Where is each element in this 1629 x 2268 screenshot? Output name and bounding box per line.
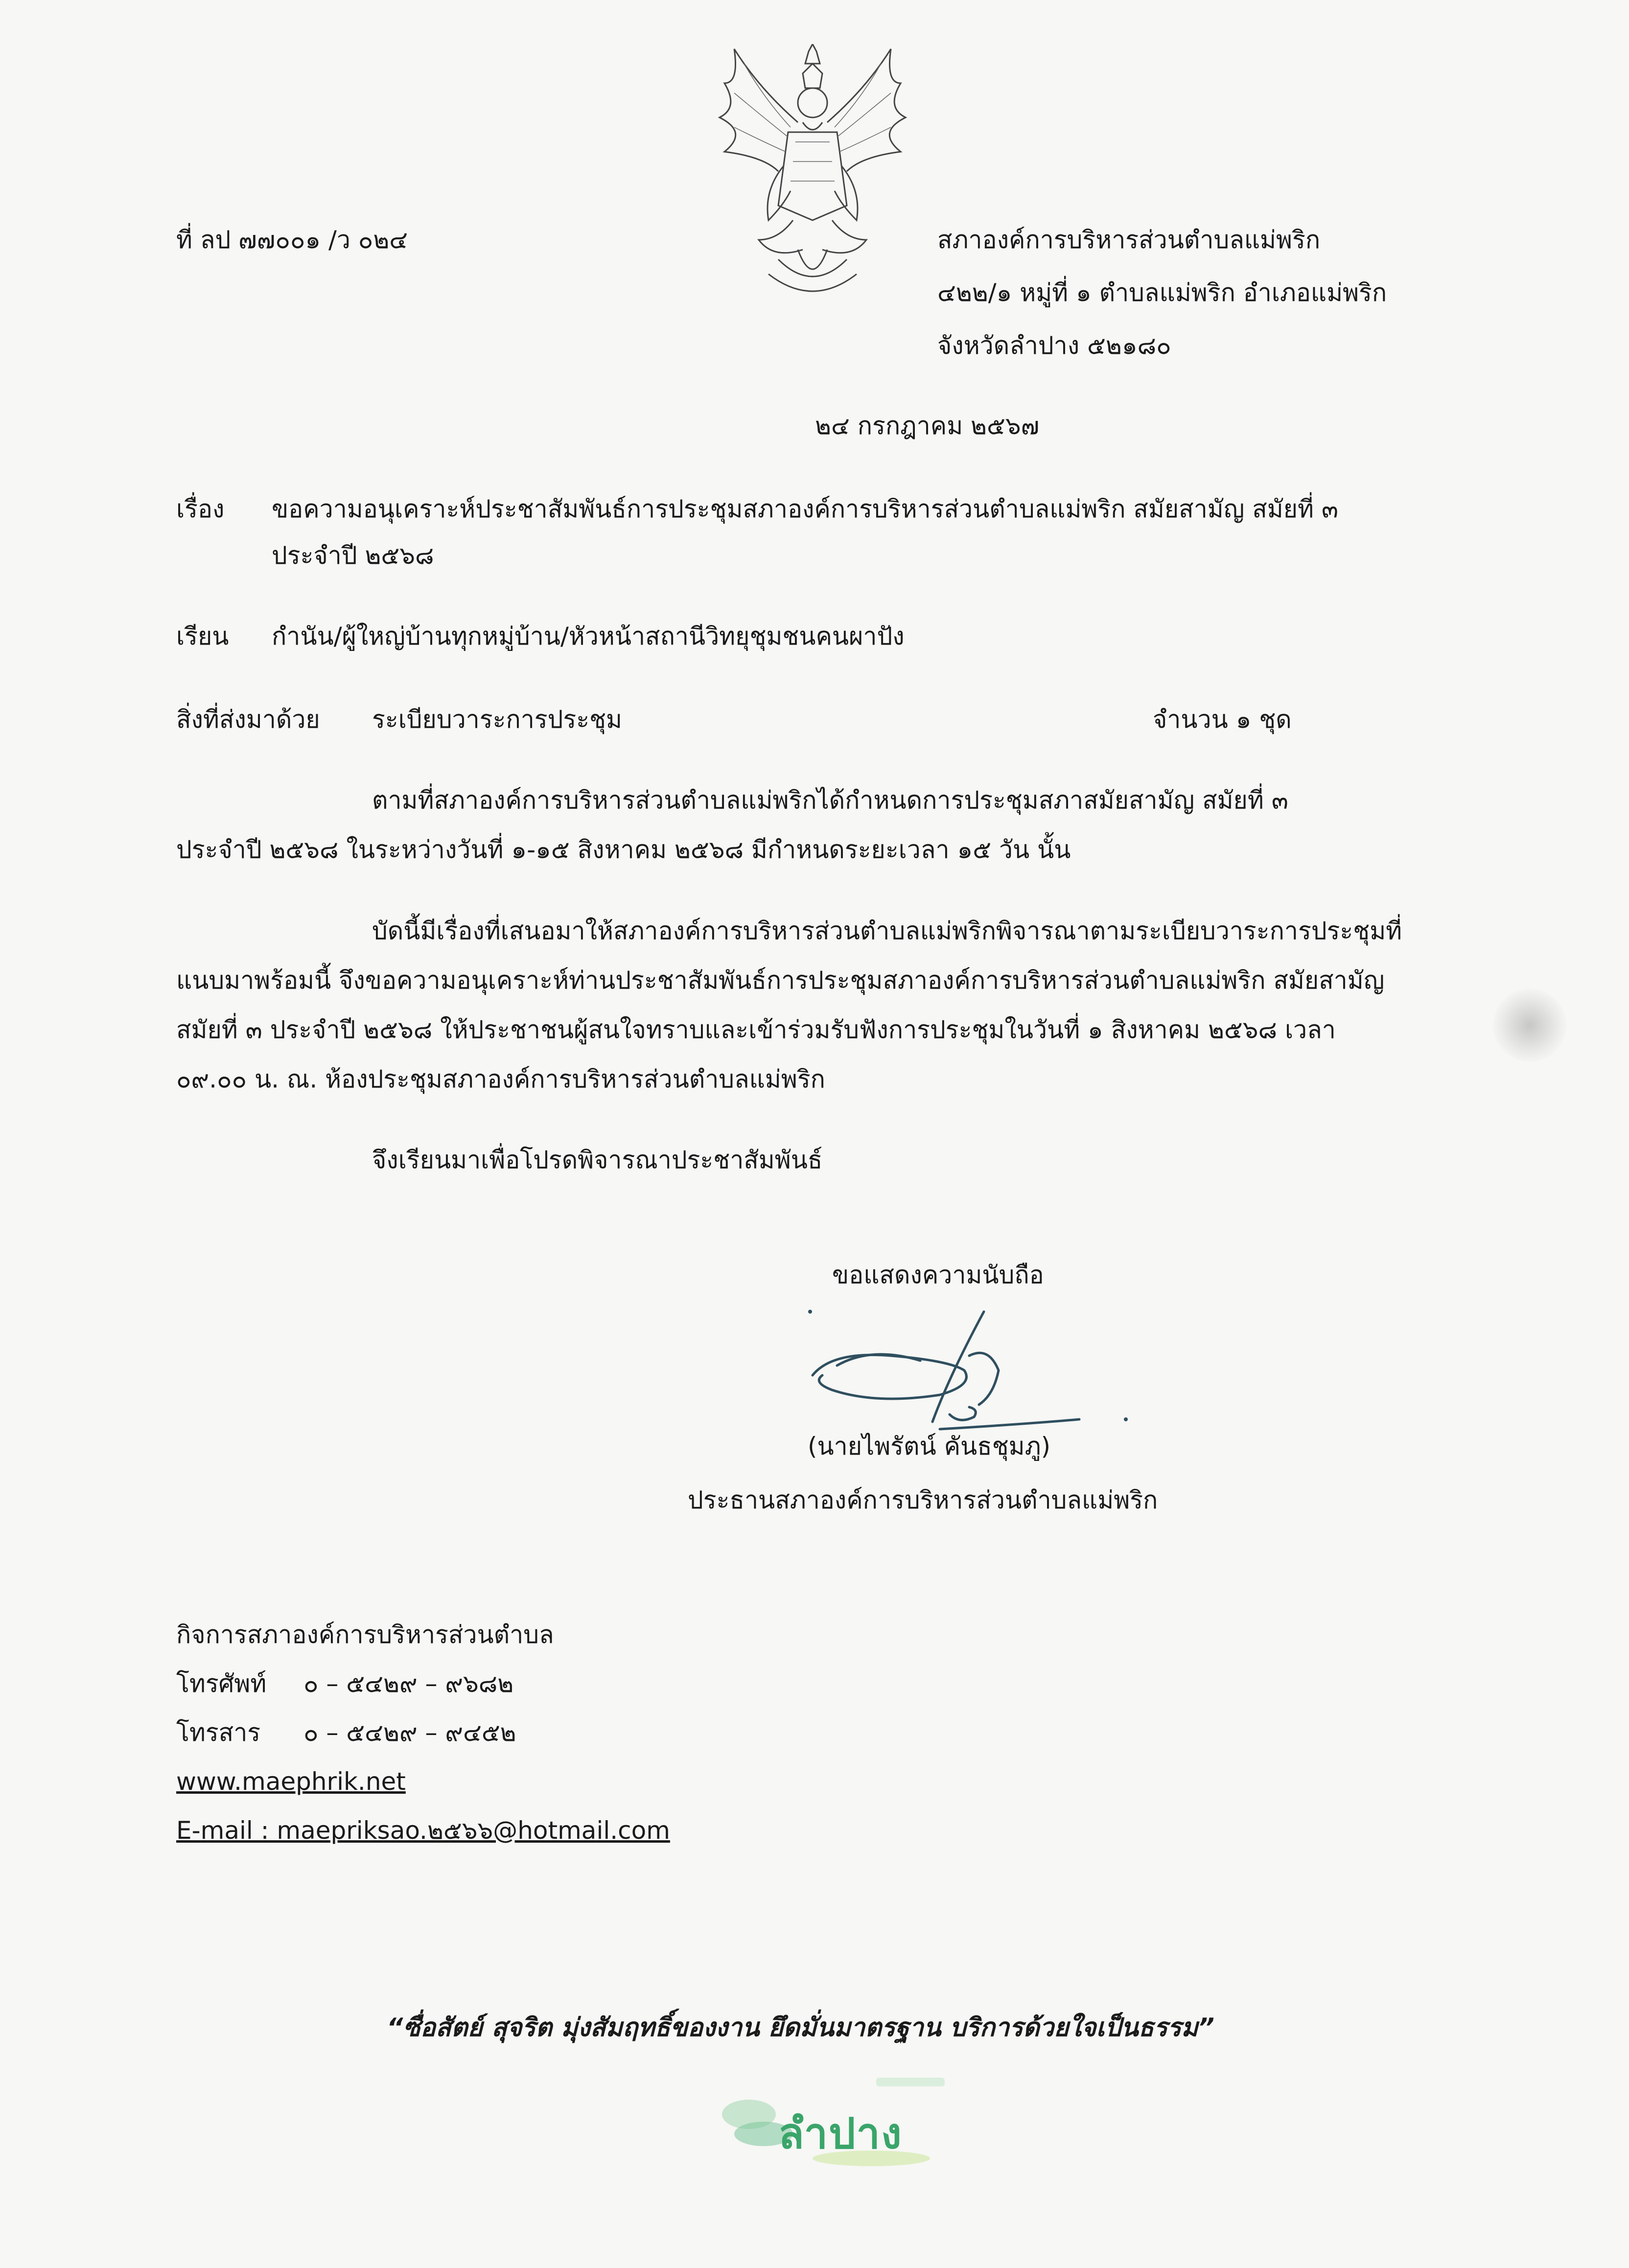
email-link[interactable]: E-mail : maepriksao.๒๕๖๖@hotmail.com [176,1816,670,1845]
org-name: สภาองค์การบริหารส่วนตำบลแม่พริก [937,226,1321,254]
letter-date: ๒๔ กรกฎาคม ๒๕๖๗ [815,412,1040,440]
handwritten-signature [803,1302,1136,1449]
signatory-name: (นายไพรัตน์ คันธชุมภู) [808,1432,1051,1460]
enclosure-label: สิ่งที่ส่งมาด้วย [176,705,320,734]
lampang-logo-text: ลำปาง [778,2109,903,2158]
paper-smudge [1493,989,1566,1062]
body-para1-line2: ประจำปี ๒๕๖๘ ในระหว่างวันที่ ๑-๑๕ สิงหาคม ๒๕๖๘ มีกำหนดระยะเวลา ๑๕ วัน นั้น [176,835,1071,864]
website-link[interactable]: www.maephrik.net [176,1767,406,1796]
to-label: เรียน [176,622,229,650]
phone-value: ๐ – ๕๔๒๙ – ๙๖๘๒ [303,1669,514,1698]
phone-label: โทรศัพท์ [176,1669,267,1698]
enclosure-item: ระเบียบวาระการประชุม [372,705,622,734]
fax-label: โทรสาร [176,1718,261,1747]
subject-line-2: ประจำปี ๒๕๖๘ [272,541,434,570]
body-para2-line4: ๐๙.๐๐ น. ณ. ห้องประชุมสภาองค์การบริหารส่วนตำบลแม่พริก [176,1065,825,1093]
body-para2-line2: แนบมาพร้อมนี้ จึงขอความอนุเคราะห์ท่านประชาสัมพันธ์การประชุมสภาองค์การบริหารส่วนตำบลแม่พริก สมัยสามัญ [176,966,1385,995]
fax-value: ๐ – ๕๔๒๙ – ๙๔๕๒ [303,1718,516,1747]
reference-number: ที่ ลป ๗๗๐๐๑ /ว ๐๒๔ [176,226,408,254]
to-value: กำนัน/ผู้ใหญ่บ้านทุกหมู่บ้าน/หัวหน้าสถานีวิทยุชุมชนคนผาปัง [272,622,905,650]
body-para2-line1: บัดนี้มีเรื่องที่เสนอมาให้สภาองค์การบริหารส่วนตำบลแม่พริกพิจารณาตามระเบียบวาระการประชุมที่ [372,917,1402,945]
org-province: จังหวัดลำปาง ๕๒๑๘๐ [937,331,1171,360]
org-address: ๔๒๒/๑ หมู่ที่ ๑ ตำบลแม่พริก อำเภอแม่พริก [937,278,1387,307]
body-para2-line3: สมัยที่ ๓ ประจำปี ๒๕๖๘ ให้ประชาชนผู้สนใจทราบและเข้าร่วมรับฟังการประชุมในวันที่ ๑ สิงหาคม ๒๕๖๘ เวลา [176,1016,1336,1044]
footer-office: กิจการสภาองค์การบริหารส่วนตำบล [176,1620,554,1649]
garuda-emblem [705,44,920,299]
closing-salutation: ขอแสดงความนับถือ [832,1261,1044,1289]
lampang-logo [715,2070,969,2173]
subject-line-1: ขอความอนุเคราะห์ประชาสัมพันธ์การประชุมสภาองค์การบริหารส่วนตำบลแม่พริก สมัยสามัญ สมัยที่ ๓ [272,495,1339,523]
body-para1-line1: ตามที่สภาองค์การบริหารส่วนตำบลแม่พริกได้กำหนดการประชุมสภาสมัยสามัญ สมัยที่ ๓ [372,786,1288,814]
enclosure-quantity: จำนวน ๑ ชุด [1153,705,1292,734]
subject-label: เรื่อง [176,495,225,523]
motto: “ซื่อสัตย์ สุจริต มุ่งสัมฤทธิ์ของงาน ยึดมั่นมาตรฐาน บริการด้วยใจเป็นธรรม” [387,2013,1215,2042]
signatory-position: ประธานสภาองค์การบริหารส่วนตำบลแม่พริก [688,1486,1158,1514]
closing-request: จึงเรียนมาเพื่อโปรดพิจารณาประชาสัมพันธ์ [372,1146,823,1174]
